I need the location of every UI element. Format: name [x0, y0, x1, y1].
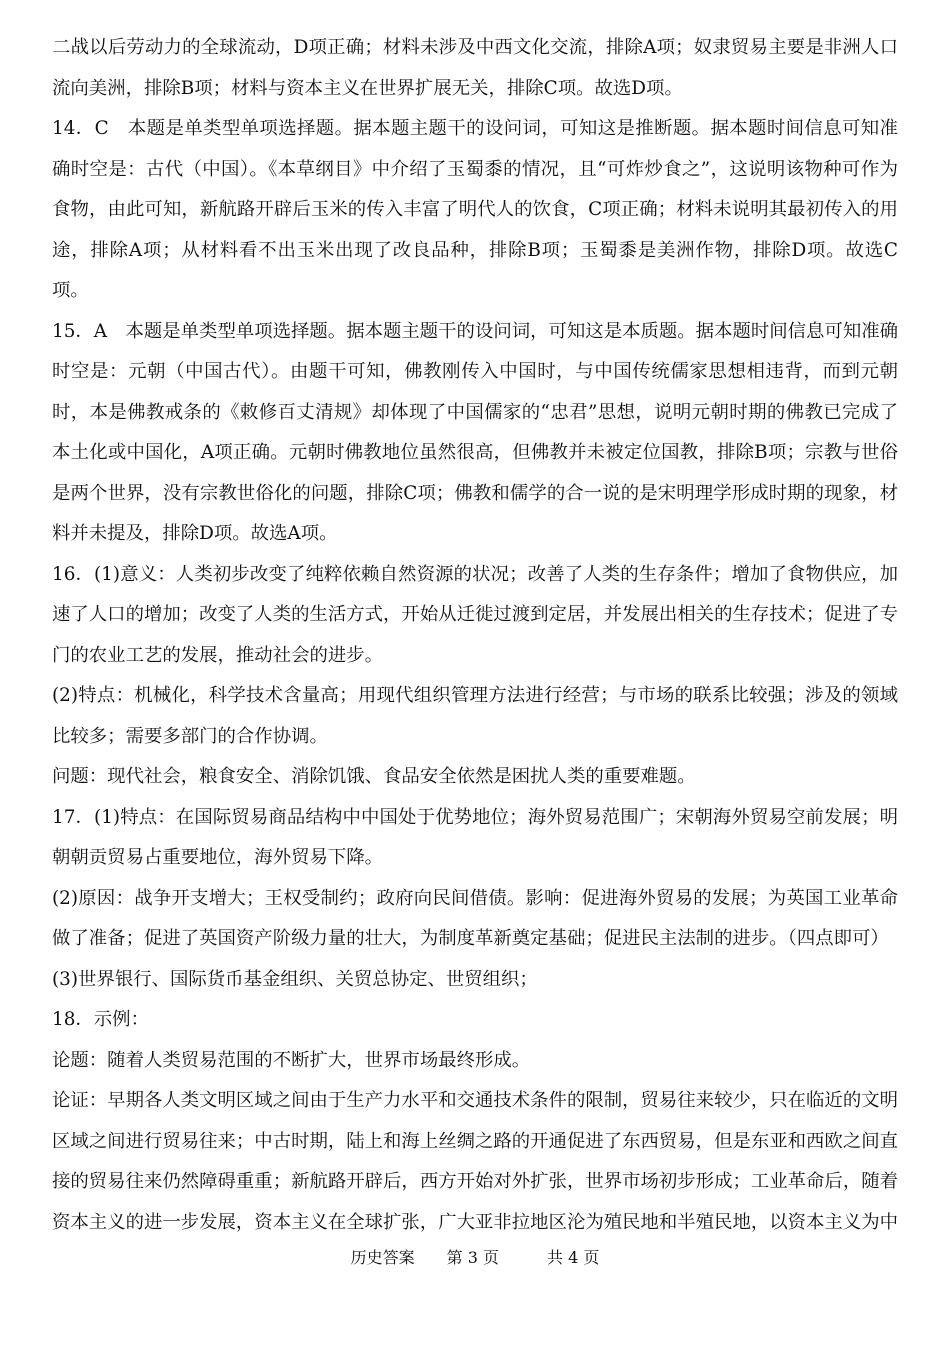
answer-17-part-1: 17．(1)特点：在国际贸易商品结构中中国处于优势地位；海外贸易范围广；宋朝海外贸易空前发展；明朝朝贡贸易占重要地位，海外贸易下降。 — [52, 806, 898, 868]
answer-16-problem: 问题：现代社会，粮食安全、消除饥饿、食品安全依然是困扰人类的重要难题。 — [52, 766, 696, 787]
page-footer: 历史答案 第 3 页 共 4 页 — [350, 1248, 600, 1267]
paragraph-continuation-13: 二战以后劳动力的全球流动，D项正确；材料未涉及中西文化交流，排除A项；奴隶贸易主要是非洲人口流向美洲，排除B项；材料与资本主义在世界扩展无关，排除C项。故选D项。 — [52, 37, 898, 99]
answer-18-thesis: 论题：随着人类贸易范围的不断扩大，世界市场最终形成。 — [52, 1049, 531, 1071]
answer-14: 14．C 本题是单类型单项选择题。据本题主题干的设问词，可知这是推断题。据本题时间信息可知准确时空是：古代（中国）。《本草纲目》中介绍了玉蜀黍的情况，且“可炸炒食之”，这说明该物种可作为食物，由此可知，新航路开辟后玉米的传入丰富了明代人的饮食，C项正确；材料未说明其最初传入的用途，排除A项；从材料看不出玉米出现了改良品种，排除B项；玉蜀黍是美洲作物，排除D项。故选C项。 — [52, 118, 898, 301]
answer-18-heading: 18．示例： — [52, 1009, 149, 1030]
answer-content — [52, 28, 898, 1243]
answer-16-part-1: 16．(1)意义：人类初步改变了纯粹依赖自然资源的状况；改善了人类的生存条件；增加了食物供应，加速了人口的增加；改变了人类的生活方式，开始从迁徙过渡到定居，并发展出相关的生存技术；促进了专门的农业工艺的发展，推动社会的进步。 — [52, 563, 898, 666]
answer-16-part-2: (2)特点：机械化，科学技术含量高；用现代组织管理方法进行经营；与市场的联系比较强；涉及的领域比较多；需要多部门的合作协调。 — [52, 685, 898, 747]
answer-15: 15．A 本题是单类型单项选择题。据本题主题干的设问词，可知这是本质题。据本题时间信息可知准确时空是：元朝（中国古代）。由题干可知，佛教刚传入中国时，与中国传统儒家思想相违背，而到元朝时，本是佛教戒条的《敕修百丈清规》却体现了中国儒家的“忠君”思想，说明元朝时期的佛教已完成了本土化或中国化，A项正确。元朝时佛教地位虽然很高，但佛教并未被定位国教，排除B项；宗教与世俗是两个世界，没有宗教世俗化的问题，排除C项；佛教和儒学的合一说的是宋明理学形成时期的现象，材料并未提及，排除D项。故选A项。 — [52, 320, 898, 544]
answer-17-part-3: (3)世界银行、国际货币基金组织、关贸总协定、世贸组织； — [52, 968, 538, 990]
answer-18-argument: 论证：早期各人类文明区域之间由于生产力水平和交通技术条件的限制，贸易往来较少，只在临近的文明区域之间进行贸易往来；中古时期，陆上和海上丝绸之路的开通促进了东西贸易，但是东亚和西欧之间直接的贸易往来仍然障碍重重；新航路开辟后，西方开始对外扩张，世界市场初步形成；工业革命后，随着资本主义的进一步发展，资本主义在全球扩张，广大亚非拉地区沦为殖民地和半殖民地，以资本主义为中 — [52, 1090, 898, 1233]
answer-17-part-2: (2)原因：战争开支增大；王权受制约；政府向民间借债。影响：促进海外贸易的发展；为英国工业革命做了准备；促进了英国资产阶级力量的壮大，为制度革新奠定基础；促进民主法制的进步。（四点即可） — [52, 887, 898, 949]
